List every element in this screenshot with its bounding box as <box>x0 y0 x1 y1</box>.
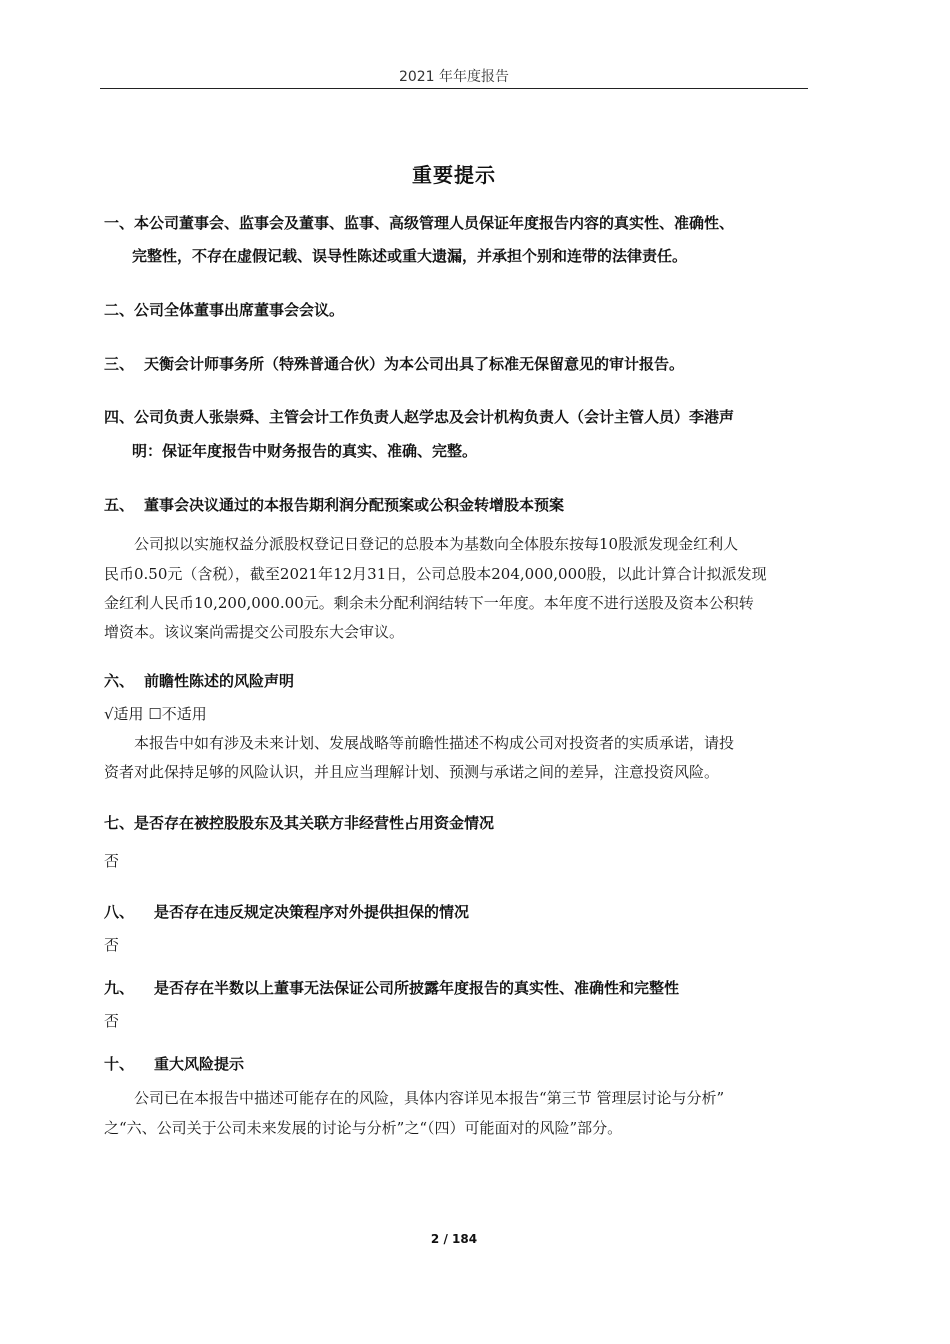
section-number: 二、 <box>104 301 135 319</box>
section-8-heading <box>104 901 469 922</box>
page-header: 2021 年年度报告 <box>398 69 510 85</box>
section-5-body-line-4: 增资本。该议案尚需提交公司股东大会审议。 <box>104 623 405 641</box>
section-number: 六、 <box>104 672 135 690</box>
section-10-body-line-2: 之“六、公司关于公司未来发展的讨论与分析”之“（四）可能面对的风险”部分。 <box>104 1119 623 1137</box>
section-5-heading <box>104 494 564 515</box>
section-text: 董事会决议通过的本报告期利润分配预案或公积金转增股本预案 <box>144 496 565 514</box>
section-7-answer: 否 <box>104 852 120 870</box>
section-number: 八、 <box>104 903 135 921</box>
section-6-body-line-2: 资者对此保持足够的风险认识，并且应当理解计划、预测与承诺之间的差异，注意投资风险。 <box>104 763 720 781</box>
section-10-body-line-1: 公司已在本报告中描述可能存在的风险，具体内容详见本报告“第三节 管理层讨论与分析” <box>134 1089 725 1107</box>
section-number: 五、 <box>104 496 135 514</box>
section-text: 本公司董事会、监事会及董事、监事、高级管理人员保证年度报告内容的真实性、准确性、 <box>134 214 735 232</box>
section-10-heading <box>104 1053 244 1074</box>
section-text: 是否存在违反规定决策程序对外提供担保的情况 <box>154 903 470 921</box>
section-4-heading <box>104 406 734 427</box>
section-number: 十、 <box>104 1055 135 1073</box>
section-text: 前瞻性陈述的风险声明 <box>144 672 295 690</box>
section-number: 一、 <box>104 214 135 232</box>
section-number: 三、 <box>104 355 135 373</box>
page-number: 2 / 184 <box>430 1232 478 1246</box>
section-text: 是否存在被控股股东及其关联方非经营性占用资金情况 <box>134 814 495 832</box>
header-rule <box>100 88 808 89</box>
section-text: 重大风险提示 <box>154 1055 245 1073</box>
section-5-body-line-3: 金红利人民币10,200,000.00元。剩余未分配利润结转下一年度。本年度不进行送股及资本公积转 <box>104 594 754 612</box>
section-6-heading <box>104 670 294 691</box>
section-1-heading <box>104 212 734 233</box>
section-text: 是否存在半数以上董事无法保证公司所披露年度报告的真实性、准确性和完整性 <box>154 979 680 997</box>
section-8-answer: 否 <box>104 936 120 954</box>
section-3-heading <box>104 353 684 374</box>
section-number: 九、 <box>104 979 135 997</box>
section-2-heading <box>104 299 344 320</box>
section-1-heading-cont: 完整性，不存在虚假记载、误导性陈述或重大遗漏，并承担个别和连带的法律责任。 <box>132 247 688 265</box>
section-4-heading-cont: 明：保证年度报告中财务报告的真实、准确、完整。 <box>132 442 478 460</box>
section-number: 四、 <box>104 408 135 426</box>
section-6-body-line-1: 本报告中如有涉及未来计划、发展战略等前瞻性描述不构成公司对投资者的实质承诺，请投 <box>134 734 735 752</box>
applicability-selector: √适用 ☐不适用 <box>104 705 207 723</box>
page-title: 重要提示 <box>412 163 496 187</box>
section-text: 公司全体董事出席董事会会议。 <box>134 301 345 319</box>
section-number: 七、 <box>104 814 135 832</box>
section-5-body-line-1: 公司拟以实施权益分派股权登记日登记的总股本为基数向全体股东按每10股派发现金红利人 <box>134 535 739 553</box>
section-9-answer: 否 <box>104 1012 120 1030</box>
section-5-body-line-2: 民币0.50元（含税），截至2021年12月31日，公司总股本204,000,000股，以此计算合计拟派发现 <box>104 565 767 583</box>
section-text: 公司负责人张崇舜、主管会计工作负责人赵学忠及会计机构负责人（会计主管人员）李港声 <box>134 408 735 426</box>
section-7-heading <box>104 812 494 833</box>
section-text: 天衡会计师事务所（特殊普通合伙）为本公司出具了标准无保留意见的审计报告。 <box>144 355 685 373</box>
section-9-heading <box>104 977 679 998</box>
